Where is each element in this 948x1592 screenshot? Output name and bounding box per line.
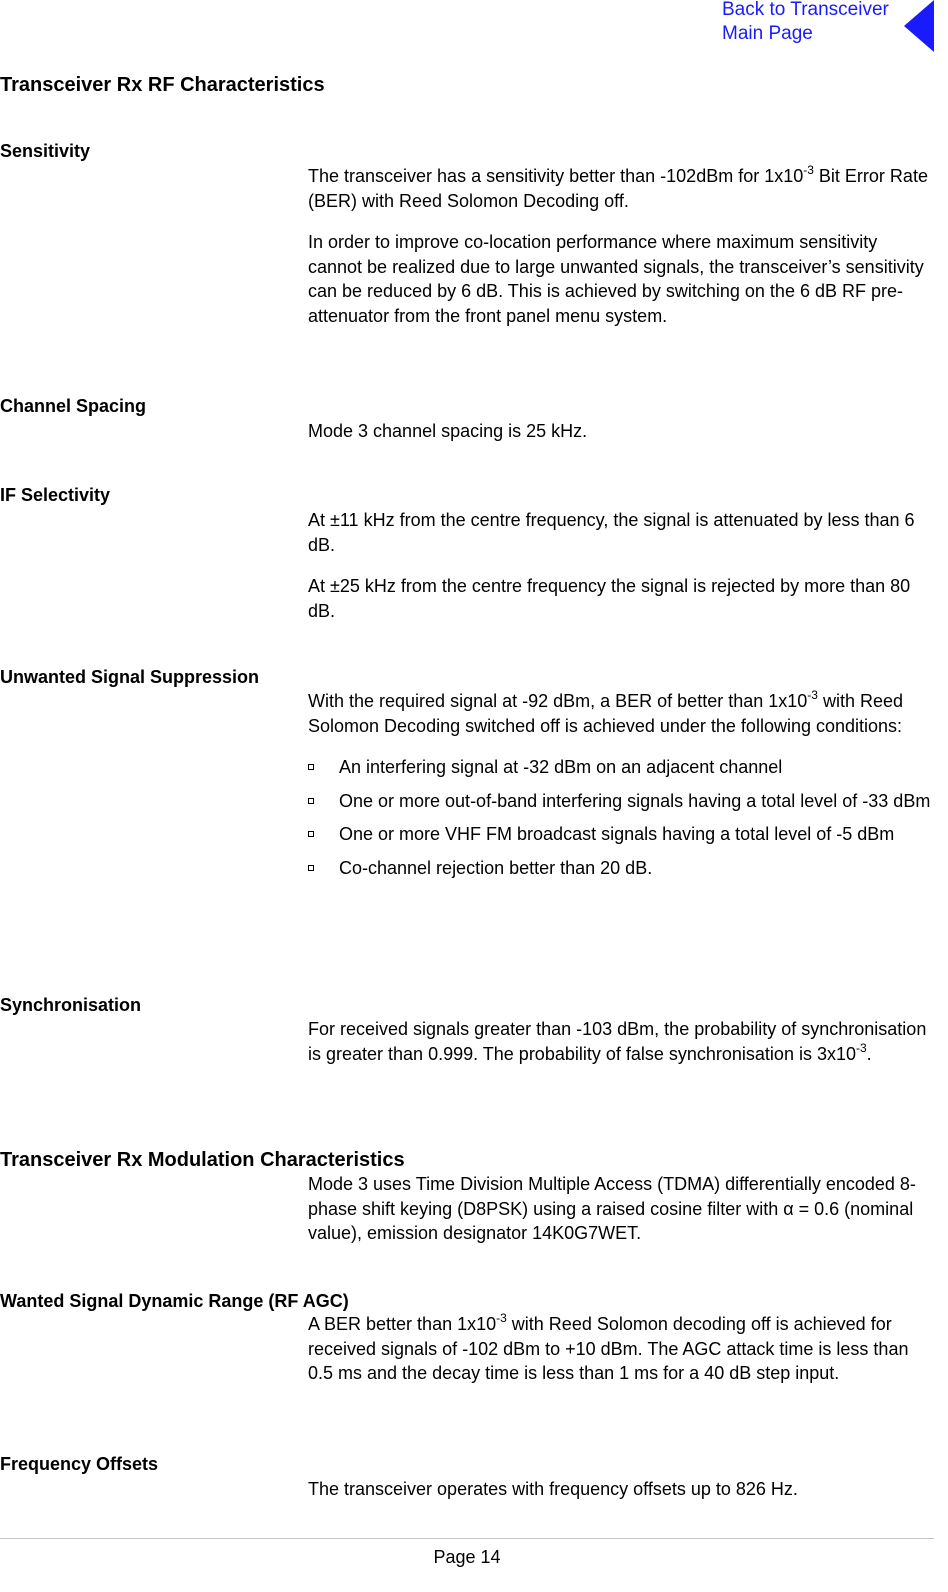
if-selectivity-body: [308, 508, 933, 623]
page-number: Page 14: [433, 1547, 501, 1567]
modulation-body: [308, 1172, 933, 1246]
checkbox-bullet-icon: [308, 764, 314, 770]
conditions-list: [308, 755, 933, 880]
frequency-offsets-text: The transceiver operates with frequency offsets up to 826 Hz.: [308, 1479, 798, 1499]
channel-spacing-heading: Channel Spacing: [0, 396, 147, 416]
if-selectivity-heading: IF Selectivity: [0, 485, 111, 505]
channel-spacing-body: [308, 419, 933, 444]
sensitivity-body: [308, 164, 933, 328]
frequency-offsets-heading: Frequency Offsets: [0, 1454, 159, 1474]
list-item: Co-channel rejection better than 20 dB.: [308, 856, 933, 881]
back-to-main-page-link[interactable]: [722, 0, 912, 46]
modulation-text: Mode 3 uses Time Division Multiple Access (TDMA) differentially encoded 8-phase shift keying (D8PSK) using a raised cosine filter with α = 0.6 (nominal value), emission designator 14K0G7WET.: [308, 1174, 916, 1243]
list-item: An interfering signal at -32 dBm on an adjacent channel: [308, 755, 933, 780]
dynamic-range-heading: Wanted Signal Dynamic Range (RF AGC): [0, 1291, 349, 1311]
back-link-line-1[interactable]: Back to Transceiver: [722, 0, 889, 20]
list-item: One or more out-of-band interfering signals having a total level of -33 dBm: [308, 789, 933, 814]
list-item: One or more VHF FM broadcast signals having a total level of -5 dBm: [308, 822, 933, 847]
back-arrow-icon[interactable]: [904, 0, 934, 52]
page-title: Transceiver Rx RF Characteristics: [0, 74, 325, 96]
dynamic-range-body: [308, 1312, 933, 1386]
unwanted-signal-paragraph: With the required signal at -92 dBm, a BER of better than $1x10^{-3}$ with Reed Solomon Decoding switched off is achieved under the following conditions:: [308, 688, 903, 736]
if-selectivity-paragraph-1: At ±11 kHz from the centre frequency, the signal is attenuated by less than 6 dB.: [308, 510, 915, 555]
checkbox-bullet-icon: [308, 865, 314, 871]
sensitivity-heading: Sensitivity: [0, 141, 91, 161]
unwanted-signal-heading: Unwanted Signal Suppression: [0, 667, 260, 687]
dynamic-range-paragraph: A BER better than $1x10^{-3}$ with Reed Solomon decoding off is achieved for received signals of -102 dBm to +10 dBm. The AGC attack time is less than 0.5 ms and the decay time is less than 1 ms for a 40 dB step input.: [308, 1311, 909, 1383]
unwanted-signal-body: [308, 689, 933, 880]
channel-spacing-text: Mode 3 channel spacing is 25 kHz.: [308, 421, 588, 441]
sensitivity-paragraph-2: In order to improve co-location performance where maximum sensitivity cannot be realized due to large unwanted signals, the transceiver’s sensitivity can be reduced by 6 dB. This is achieved by switching on the 6 dB RF pre-attenuator from the front panel menu system.: [308, 232, 924, 326]
sensitivity-paragraph-1: The transceiver has a sensitivity better than -102dBm for $1x10^{-3}$ Bit Error Rate (BER) with Reed Solomon Decoding off.: [308, 163, 928, 211]
footer-divider: [0, 1538, 934, 1539]
if-selectivity-paragraph-2: At ±25 kHz from the centre frequency the signal is rejected by more than 80 dB.: [308, 576, 911, 621]
synchronisation-heading: Synchronisation: [0, 995, 142, 1015]
frequency-offsets-body: [308, 1477, 933, 1502]
back-link-line-2[interactable]: Main Page: [722, 23, 813, 44]
synchronisation-body: [308, 1017, 933, 1066]
modulation-heading: Transceiver Rx Modulation Characteristics: [0, 1149, 405, 1171]
synchronisation-paragraph: For received signals greater than -103 dBm, the probability of synchronisation is greater than 0.999. The probability of false synchronisation is $3x10^{-3}$.: [308, 1019, 927, 1064]
checkbox-bullet-icon: [308, 798, 314, 804]
checkbox-bullet-icon: [308, 831, 314, 837]
